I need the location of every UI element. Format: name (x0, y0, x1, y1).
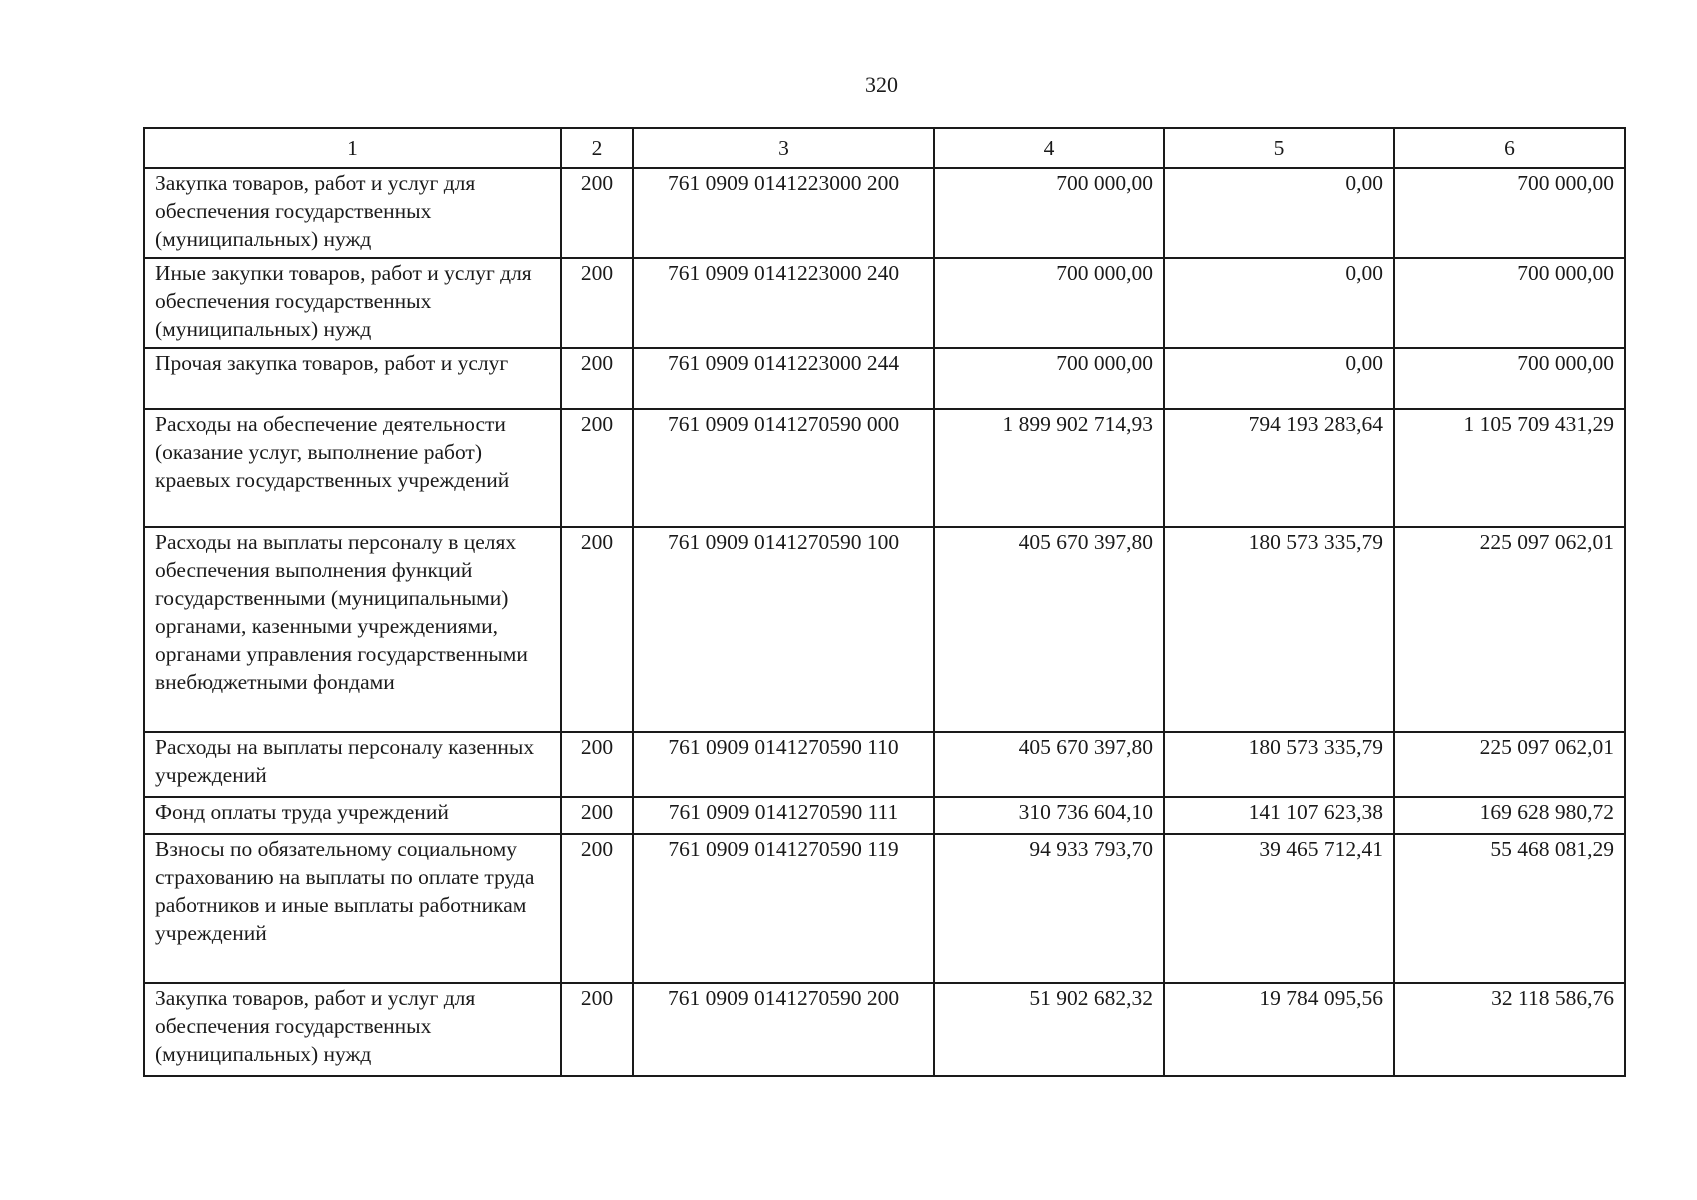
amount-col5-cell: 794 193 283,64 (1164, 409, 1394, 527)
column-header: 5 (1164, 128, 1394, 168)
classification-code-cell: 761 0909 0141270590 111 (633, 797, 934, 834)
table-row (144, 168, 1625, 258)
amount-col5-cell: 0,00 (1164, 258, 1394, 348)
amount-col6-cell: 700 000,00 (1394, 258, 1625, 348)
amount-col5-cell: 0,00 (1164, 348, 1394, 409)
amount-col4-cell: 700 000,00 (934, 258, 1164, 348)
expense-name-cell: Закупка товаров, работ и услуг для обеспечения государственных (муниципальных) нужд (144, 983, 561, 1076)
amount-col4-cell: 1 899 902 714,93 (934, 409, 1164, 527)
table-row (144, 797, 1625, 834)
amount-col5-cell: 180 573 335,79 (1164, 732, 1394, 797)
amount-col4-cell: 405 670 397,80 (934, 732, 1164, 797)
table-row (144, 258, 1625, 348)
amount-col6-cell: 700 000,00 (1394, 168, 1625, 258)
amount-col4-cell: 700 000,00 (934, 348, 1164, 409)
table-row (144, 348, 1625, 409)
classification-code-cell: 761 0909 0141223000 244 (633, 348, 934, 409)
table-row (144, 732, 1625, 797)
expense-name-cell: Прочая закупка товаров, работ и услуг (144, 348, 561, 409)
code-cell: 200 (561, 983, 633, 1076)
classification-code-cell: 761 0909 0141270590 119 (633, 834, 934, 983)
classification-code-cell: 761 0909 0141270590 110 (633, 732, 934, 797)
code-cell: 200 (561, 409, 633, 527)
classification-code-cell: 761 0909 0141223000 200 (633, 168, 934, 258)
classification-code-cell: 761 0909 0141270590 200 (633, 983, 934, 1076)
code-cell: 200 (561, 527, 633, 732)
table-row (144, 834, 1625, 983)
table-body (144, 168, 1625, 1076)
amount-col5-cell: 141 107 623,38 (1164, 797, 1394, 834)
expense-name-cell: Расходы на выплаты персоналу казенных учреждений (144, 732, 561, 797)
amount-col5-cell: 39 465 712,41 (1164, 834, 1394, 983)
table-header (144, 128, 1625, 168)
expense-name-cell: Взносы по обязательному социальному страхованию на выплаты по оплате труда работников и иные выплаты работникам учреждений (144, 834, 561, 983)
table-row (144, 409, 1625, 527)
amount-col6-cell: 225 097 062,01 (1394, 527, 1625, 732)
amount-col4-cell: 405 670 397,80 (934, 527, 1164, 732)
budget-table (143, 127, 1626, 1077)
column-header: 4 (934, 128, 1164, 168)
amount-col4-cell: 700 000,00 (934, 168, 1164, 258)
header-row (144, 128, 1625, 168)
amount-col5-cell: 0,00 (1164, 168, 1394, 258)
classification-code-cell: 761 0909 0141270590 000 (633, 409, 934, 527)
classification-code-cell: 761 0909 0141223000 240 (633, 258, 934, 348)
classification-code-cell: 761 0909 0141270590 100 (633, 527, 934, 732)
amount-col6-cell: 225 097 062,01 (1394, 732, 1625, 797)
expense-name-cell: Иные закупки товаров, работ и услуг для обеспечения государственных (муниципальных) нужд (144, 258, 561, 348)
amount-col6-cell: 169 628 980,72 (1394, 797, 1625, 834)
amount-col4-cell: 51 902 682,32 (934, 983, 1164, 1076)
expense-name-cell: Закупка товаров, работ и услуг для обеспечения государственных (муниципальных) нужд (144, 168, 561, 258)
expense-name-cell: Фонд оплаты труда учреждений (144, 797, 561, 834)
expense-name-cell: Расходы на выплаты персоналу в целях обеспечения выполнения функций государственными (муниципальными) органами, казенными учреждениями, органами управления государственными внебюджетными фондами (144, 527, 561, 732)
column-header: 2 (561, 128, 633, 168)
code-cell: 200 (561, 834, 633, 983)
amount-col6-cell: 700 000,00 (1394, 348, 1625, 409)
amount-col5-cell: 180 573 335,79 (1164, 527, 1394, 732)
code-cell: 200 (561, 258, 633, 348)
code-cell: 200 (561, 732, 633, 797)
code-cell: 200 (561, 168, 633, 258)
amount-col6-cell: 1 105 709 431,29 (1394, 409, 1625, 527)
column-header: 1 (144, 128, 561, 168)
amount-col4-cell: 310 736 604,10 (934, 797, 1164, 834)
amount-col6-cell: 32 118 586,76 (1394, 983, 1625, 1076)
code-cell: 200 (561, 797, 633, 834)
expense-name-cell: Расходы на обеспечение деятельности (оказание услуг, выполнение работ) краевых государственных учреждений (144, 409, 561, 527)
table-row (144, 527, 1625, 732)
amount-col4-cell: 94 933 793,70 (934, 834, 1164, 983)
table-row (144, 983, 1625, 1076)
column-header: 3 (633, 128, 934, 168)
column-header: 6 (1394, 128, 1625, 168)
code-cell: 200 (561, 348, 633, 409)
amount-col6-cell: 55 468 081,29 (1394, 834, 1625, 983)
page-number: 320 (865, 72, 898, 97)
amount-col5-cell: 19 784 095,56 (1164, 983, 1394, 1076)
